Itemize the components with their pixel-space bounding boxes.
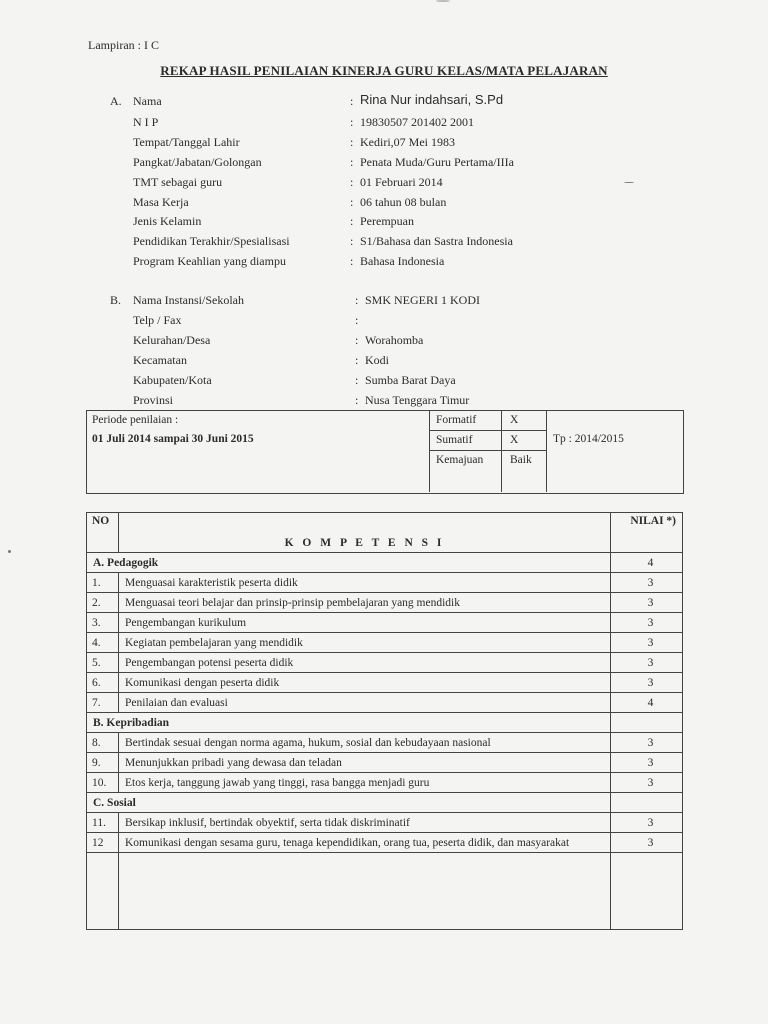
item-text: Komunikasi dengan sesama guru, tenaga kependidikan, orang tua, peserta didik, dan masyarakat — [119, 833, 611, 853]
field-colon: : — [350, 115, 354, 129]
field-label: N I P — [133, 115, 159, 129]
item-score: 3 — [611, 633, 683, 653]
category-title: C. Sosial — [87, 793, 611, 813]
item-number: 2. — [87, 593, 119, 613]
table-row — [87, 593, 683, 613]
field-colon: : — [350, 234, 354, 248]
kompetensi-header: K O M P E T E N S I — [119, 513, 611, 553]
item-score: 3 — [611, 593, 683, 613]
item-text: Menguasai karakteristik peserta didik — [119, 573, 611, 593]
field-colon: : — [355, 333, 359, 347]
category-row — [87, 553, 683, 573]
table-row — [87, 813, 683, 833]
field-value: 19830507 201402 2001 — [360, 115, 474, 129]
period-label: Periode penilaian : — [92, 414, 179, 426]
field-label: Jenis Kelamin — [133, 214, 202, 228]
item-number: 5. — [87, 653, 119, 673]
field-colon: : — [355, 313, 359, 327]
blank-cell — [87, 853, 119, 930]
field-colon: : — [350, 135, 354, 149]
table-row — [87, 633, 683, 653]
category-title: B. Kepribadian — [87, 713, 611, 733]
document-title: REKAP HASIL PENILAIAN KINERJA GURU KELAS/MATA PELAJARAN — [160, 63, 608, 78]
item-text: Pengembangan kurikulum — [119, 613, 611, 633]
scan-speck — [436, 0, 450, 2]
item-score: 4 — [611, 693, 683, 713]
field-value: SMK NEGERI 1 KODI — [365, 293, 480, 307]
item-number: 12 — [87, 833, 119, 853]
item-number: 6. — [87, 673, 119, 693]
field-value: Sumba Barat Daya — [365, 373, 456, 387]
category-title: A. Pedagogik — [87, 553, 611, 573]
item-text: Komunikasi dengan peserta didik — [119, 673, 611, 693]
table-header-row — [87, 513, 683, 553]
table-row — [87, 753, 683, 773]
blank-cell — [119, 853, 611, 930]
field-value: Penata Muda/Guru Pertama/IIIa — [360, 155, 514, 169]
field-label: Masa Kerja — [133, 195, 189, 209]
tahun-pelajaran: Tp : 2014/2015 — [553, 433, 624, 445]
table-row — [87, 613, 683, 633]
item-number: 1. — [87, 573, 119, 593]
kemajuan-value: Baik — [510, 454, 532, 466]
field-label: Provinsi — [133, 393, 174, 407]
item-score: 3 — [611, 673, 683, 693]
sumatif-value: X — [510, 434, 519, 446]
category-row — [87, 793, 683, 813]
field-label: Telp / Fax — [133, 313, 182, 327]
item-score: 3 — [611, 833, 683, 853]
table-row — [87, 653, 683, 673]
item-number: 4. — [87, 633, 119, 653]
section-b-letter: B. — [110, 293, 122, 307]
item-text: Penilaian dan evaluasi — [119, 693, 611, 713]
table-row — [87, 673, 683, 693]
item-text: Etos kerja, tanggung jawab yang tinggi, rasa bangga menjadi guru — [119, 773, 611, 793]
field-label: Nama — [133, 94, 162, 108]
category-score — [611, 793, 683, 813]
field-label: Program Keahlian yang diampu — [133, 254, 286, 268]
competence-table — [86, 512, 683, 930]
field-value: Rina Nur indahsari, S.Pd — [360, 92, 504, 107]
item-text: Pengembangan potensi peserta didik — [119, 653, 611, 673]
table-row — [87, 773, 683, 793]
item-score: 3 — [611, 733, 683, 753]
nilai-header: NILAI *) — [611, 513, 683, 553]
kemajuan-label: Kemajuan — [436, 454, 484, 466]
field-colon: : — [350, 94, 354, 108]
sumatif-label: Sumatif — [436, 434, 473, 446]
formatif-label: Formatif — [436, 414, 477, 426]
scan-speck — [8, 550, 11, 553]
field-label: Pangkat/Jabatan/Golongan — [133, 155, 262, 169]
item-text: Menunjukkan pribadi yang dewasa dan teladan — [119, 753, 611, 773]
item-text: Bertindak sesuai dengan norma agama, hukum, sosial dan kebudayaan nasional — [119, 733, 611, 753]
item-text: Kegiatan pembelajaran yang mendidik — [119, 633, 611, 653]
item-score: 3 — [611, 573, 683, 593]
category-score — [611, 713, 683, 733]
field-label: Kecamatan — [133, 353, 187, 367]
item-number: 7. — [87, 693, 119, 713]
lampiran-label: Lampiran : I C — [88, 38, 159, 52]
field-colon: : — [350, 195, 354, 209]
field-value: Kediri,07 Mei 1983 — [360, 135, 455, 149]
table-row — [87, 573, 683, 593]
field-value: Kodi — [365, 353, 389, 367]
item-score: 3 — [611, 813, 683, 833]
field-value: S1/Bahasa dan Sastra Indonesia — [360, 234, 513, 248]
table-row — [87, 733, 683, 753]
field-colon: : — [355, 293, 359, 307]
no-header: NO — [87, 513, 119, 553]
field-label: Kelurahan/Desa — [133, 333, 211, 347]
field-value: 06 tahun 08 bulan — [360, 195, 447, 209]
item-score: 3 — [611, 613, 683, 633]
field-colon: : — [355, 373, 359, 387]
item-text: Menguasai teori belajar dan prinsip-prinsip pembelajaran yang mendidik — [119, 593, 611, 613]
item-score: 3 — [611, 753, 683, 773]
field-value: Bahasa Indonesia — [360, 254, 445, 268]
item-number: 3. — [87, 613, 119, 633]
field-colon: : — [350, 175, 354, 189]
field-label: Kabupaten/Kota — [133, 373, 212, 387]
formatif-value: X — [510, 414, 519, 426]
category-score: 4 — [611, 553, 683, 573]
item-number: 11. — [87, 813, 119, 833]
section-a-letter: A. — [110, 94, 122, 108]
field-colon: : — [355, 393, 359, 407]
table-row — [87, 833, 683, 853]
period-range: 01 Juli 2014 sampai 30 Juni 2015 — [92, 433, 254, 445]
field-value: Perempuan — [360, 214, 414, 228]
field-value: 01 Februari 2014 — [360, 175, 443, 189]
field-label: Nama Instansi/Sekolah — [133, 293, 244, 307]
blank-row — [87, 853, 683, 930]
field-label: TMT sebagai guru — [133, 175, 223, 189]
item-score: 3 — [611, 653, 683, 673]
field-value: Worahomba — [365, 333, 424, 347]
item-number: 10. — [87, 773, 119, 793]
field-colon: : — [350, 254, 354, 268]
field-label: Pendidikan Terakhir/Spesialisasi — [133, 234, 290, 248]
blank-cell — [611, 853, 683, 930]
field-colon: : — [350, 155, 354, 169]
item-text: Bersikap inklusif, bertindak obyektif, serta tidak diskriminatif — [119, 813, 611, 833]
item-score: 3 — [611, 773, 683, 793]
table-row — [87, 693, 683, 713]
item-number: 8. — [87, 733, 119, 753]
field-label: Tempat/Tanggal Lahir — [133, 135, 240, 149]
field-colon: : — [350, 214, 354, 228]
scan-speck — [624, 182, 634, 183]
item-number: 9. — [87, 753, 119, 773]
field-value: Nusa Tenggara Timur — [365, 393, 470, 407]
category-row — [87, 713, 683, 733]
field-colon: : — [355, 353, 359, 367]
